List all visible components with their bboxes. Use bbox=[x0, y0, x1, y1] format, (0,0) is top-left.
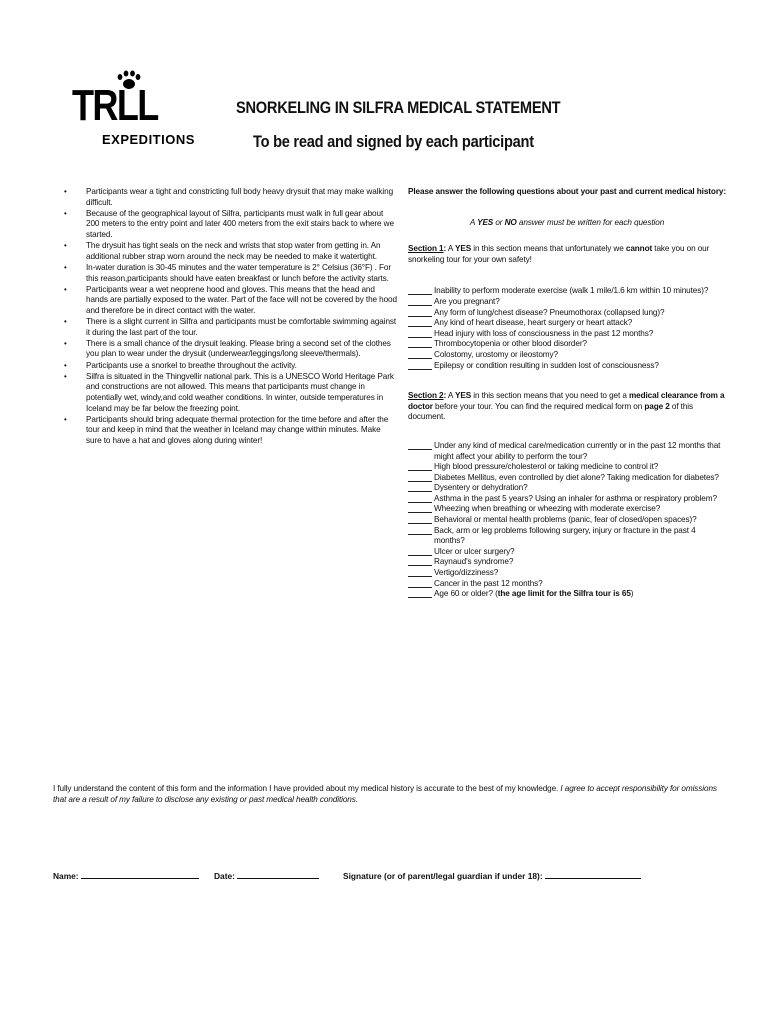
name-field bbox=[53, 870, 199, 881]
question-item: Any form of lung/chest disease? Pneumothorax (collapsed lung)? bbox=[408, 308, 726, 319]
answer-blank[interactable] bbox=[408, 441, 432, 450]
name-label: Name: bbox=[53, 871, 79, 881]
bullet-dot-icon: • bbox=[64, 317, 67, 327]
signature-field bbox=[343, 870, 641, 881]
question-item: Epilepsy or condition resulting in sudden lost of consciousness? bbox=[408, 361, 726, 372]
bullet-item: • Because of the geographical layout of Silfra, participants must walk in full gear about 200 meters to the entry point and later 400 meters from the exit stairs back to where we started. bbox=[64, 208, 394, 239]
answer-blank[interactable] bbox=[408, 462, 432, 471]
info-bullets bbox=[62, 187, 398, 447]
acknowledgement-statement: I fully understand the content of this form and the information I have provided about my medical history is accurate to the best of my knowledge. I agree to accept responsibility for omissions that are a result of my failure to disclose any existing or past medical health conditions. bbox=[53, 784, 717, 804]
answer-blank[interactable] bbox=[408, 286, 432, 295]
logo-subtitle: EXPEDITIONS bbox=[102, 132, 195, 147]
logo-wordmark: TRLL bbox=[72, 81, 158, 130]
answer-blank[interactable] bbox=[408, 361, 432, 370]
date-label: Date: bbox=[214, 871, 235, 881]
answer-blank[interactable] bbox=[408, 547, 432, 556]
question-item: Are you pregnant? bbox=[408, 297, 726, 308]
answer-blank[interactable] bbox=[408, 504, 432, 513]
bullet-item: • There is a small chance of the drysuit leaking. Please bring a second set of the clothes you plan to wear under the drysuit (underwear/leggings/long sleeve/thermals). bbox=[64, 338, 391, 359]
document-title: SNORKELING IN SILFRA MEDICAL STATEMENT bbox=[236, 98, 561, 117]
bullet-dot-icon: • bbox=[64, 241, 67, 251]
bullet-dot-icon: • bbox=[64, 262, 67, 272]
section-1-heading: Section 1: A YES in this section means that unfortunately we cannot take you on our snorkeling tour for your own safety! bbox=[408, 244, 710, 264]
answer-blank[interactable] bbox=[408, 515, 432, 524]
answer-blank[interactable] bbox=[408, 329, 432, 338]
section-2-heading: Section 2: A YES in this section means that you need to get a medical clearance from a doctor before your tour. You can find the required medical form on page 2 of this document. bbox=[408, 391, 725, 422]
bullet-dot-icon: • bbox=[64, 338, 67, 348]
bullet-dot-icon: • bbox=[64, 208, 67, 218]
bullet-dot-icon: • bbox=[64, 371, 67, 381]
question-item: High blood pressure/cholesterol or taking medicine to control it? bbox=[408, 462, 726, 473]
medical-questionnaire bbox=[408, 187, 726, 600]
answer-blank[interactable] bbox=[408, 589, 432, 598]
question-item: Colostomy, urostomy or ileostomy? bbox=[408, 350, 726, 361]
bullet-item: • Participants use a snorkel to breathe throughout the activity. bbox=[64, 360, 297, 370]
signature-line[interactable] bbox=[545, 870, 641, 879]
bullet-item: • Participants should bring adequate thermal protection for the time before and after the tour and keep in mind that the weather in Iceland may change within minutes. Make sure to have a hat and gloves along during winter! bbox=[64, 414, 389, 445]
question-item: Under any kind of medical care/medication currently or in the past 12 months that might affect your ability to perform the tour? bbox=[408, 441, 726, 462]
yes-no-instruction: A YES or NO answer must be written for each question bbox=[469, 217, 665, 227]
question-item: Thrombocytopenia or other blood disorder? bbox=[408, 339, 726, 350]
bullet-dot-icon: • bbox=[64, 187, 67, 196]
question-item: Ulcer or ulcer surgery? bbox=[408, 547, 726, 558]
question-item: Back, arm or leg problems following surgery, injury or fracture in the past 4 months? bbox=[408, 526, 726, 547]
answer-blank[interactable] bbox=[408, 494, 432, 503]
document-subtitle: To be read and signed by each participant bbox=[253, 132, 534, 151]
troll-expeditions-logo bbox=[72, 70, 195, 154]
answer-blank[interactable] bbox=[408, 297, 432, 306]
question-item: Dysentery or dehydration? bbox=[408, 483, 726, 494]
bullet-item: • There is a slight current in Silfra and participants must be comfortable swimming against it during the last part of the tour. bbox=[64, 317, 397, 337]
answer-blank[interactable] bbox=[408, 339, 432, 348]
bullet-dot-icon: • bbox=[64, 414, 67, 424]
answer-blank[interactable] bbox=[408, 579, 432, 588]
bullet-item: • Silfra is situated in the Thingvellir national park. This is a UNESCO World Heritage Park and constructions are not allowed. This means that participants must change in potentially wet, windy,and cold weather conditions. In winter, outside temperatures in Iceland may be far below the freezing point. bbox=[64, 371, 394, 413]
answer-blank[interactable] bbox=[408, 568, 432, 577]
question-item: Raynaud's syndrome? bbox=[408, 557, 726, 568]
name-line[interactable] bbox=[81, 870, 199, 879]
bullet-item: • Participants wear a wet neoprene hood and gloves. This means that the head and hands are partially exposed to the water. Part of the face will not be covered by the hood and therefore be in direct contact with the water. bbox=[64, 284, 397, 315]
bullet-item: • Participants wear a tight and constricting full body heavy drysuit that may make walking difficult. bbox=[64, 187, 394, 207]
question-item: Asthma in the past 5 years? Using an inhaler for asthma or respiratory problem? bbox=[408, 494, 726, 505]
section-2-questions bbox=[408, 441, 726, 600]
bullet-dot-icon: • bbox=[64, 284, 67, 294]
questionnaire-intro: Please answer the following questions about your past and current medical history: bbox=[408, 187, 727, 196]
answer-blank[interactable] bbox=[408, 473, 432, 482]
question-item: Wheezing when breathing or wheezing with moderate exercise? bbox=[408, 504, 726, 515]
bullet-dot-icon: • bbox=[64, 360, 67, 370]
answer-blank[interactable] bbox=[408, 318, 432, 327]
answer-blank[interactable] bbox=[408, 350, 432, 359]
date-field bbox=[214, 870, 319, 881]
question-item: Age 60 or older? (the age limit for the Silfra tour is 65) bbox=[408, 589, 726, 600]
question-item: Any kind of heart disease, heart surgery or heart attack? bbox=[408, 318, 726, 329]
section-1-questions bbox=[408, 286, 726, 371]
date-line[interactable] bbox=[237, 870, 319, 879]
question-item: Behavioral or mental health problems (panic, fear of closed/open spaces)? bbox=[408, 515, 726, 526]
answer-blank[interactable] bbox=[408, 557, 432, 566]
answer-blank[interactable] bbox=[408, 526, 432, 535]
signature-label: Signature (or of parent/legal guardian if under 18): bbox=[343, 871, 543, 881]
question-item: Head injury with loss of consciousness in the past 12 months? bbox=[408, 329, 726, 340]
answer-blank[interactable] bbox=[408, 308, 432, 317]
bullet-item: • In-water duration is 30-45 minutes and the water temperature is 2° Celsius (36°F) . For this reason,participants should have eaten breakfast or lunch before the activity starts. bbox=[64, 262, 392, 283]
question-item: Cancer in the past 12 months? bbox=[408, 579, 726, 590]
answer-blank[interactable] bbox=[408, 483, 432, 492]
question-item: Inability to perform moderate exercise (walk 1 mile/1.6 km within 10 minutes)? bbox=[408, 286, 726, 297]
question-item: Vertigo/dizziness? bbox=[408, 568, 726, 579]
question-item: Diabetes Mellitus, even controlled by diet alone? Taking medication for diabetes? bbox=[408, 473, 726, 484]
bullet-item: • The drysuit has tight seals on the neck and wrists that stop water from getting in. An additional rubber strap worn around the neck may be needed to make it watertight. bbox=[64, 241, 381, 261]
